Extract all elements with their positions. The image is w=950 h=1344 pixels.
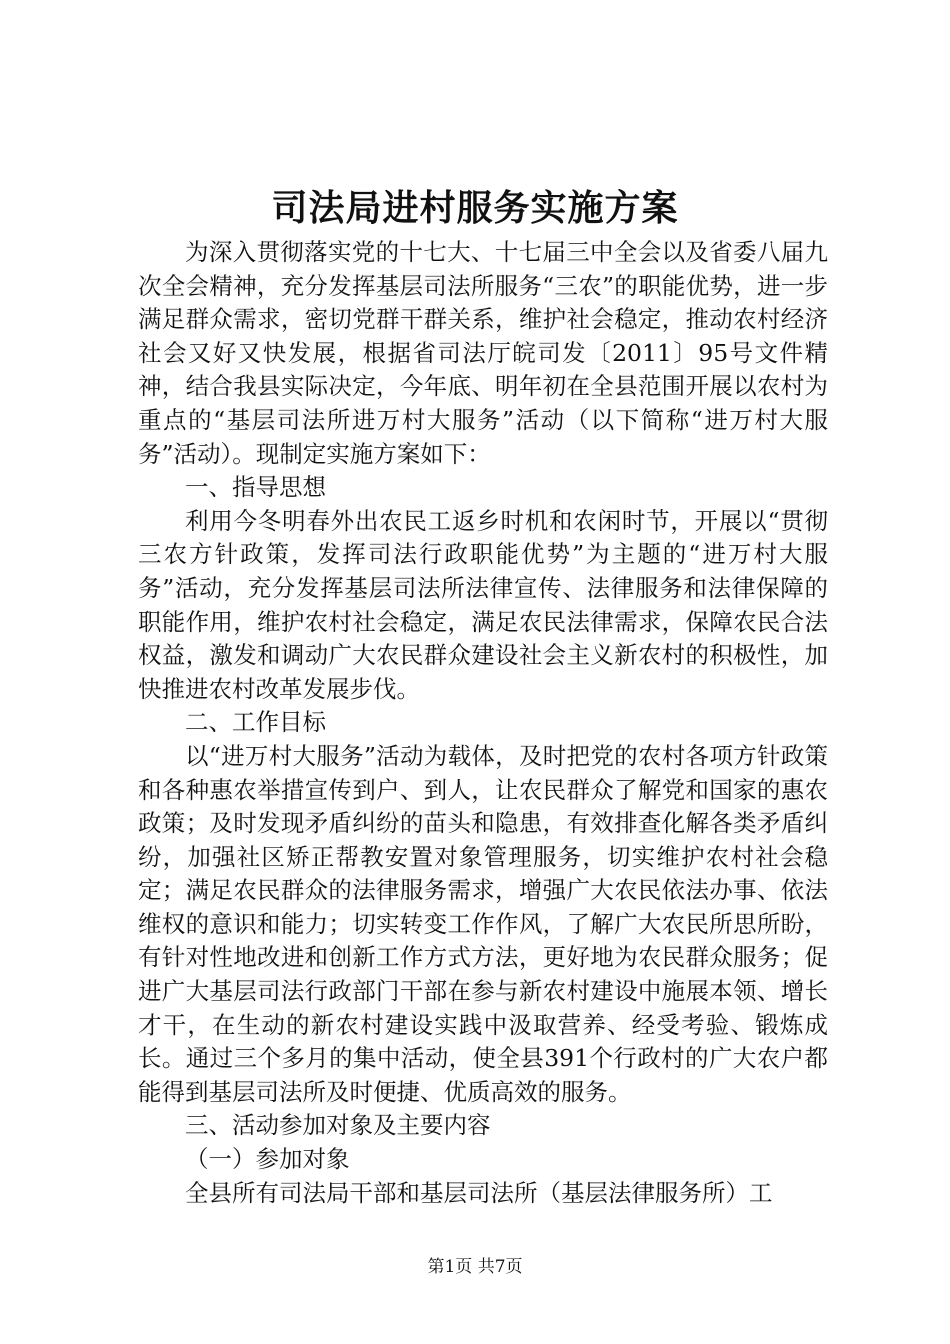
- document-body: [138, 236, 828, 1210]
- work-goals-paragraph: 以“进万村大服务”活动为载体，及时把党的农村各项方针政策和各种惠农举措宣传到户、到人，让农民群众了解党和国家的惠农政策；及时发现矛盾纠纷的苗头和隐患，有效排查化解各类矛盾纠纷，加强社区矫正帮教安置对象管理服务，切实维护农村社会稳定；满足农民群众的法律服务需求，增强广大农民依法办事、依法维权的意识和能力；切实转变工作作风，了解广大农民所思所盼，有针对性地改进和创新工作方式方法，更好地为农民群众服务；促进广大基层司法行政部门干部在参与新农村建设中施展本领、增长才干，在生动的新农村建设实践中汲取营养、经受考验、锻炼成长。通过三个多月的集中活动，使全县391个行政村的广大农户都能得到基层司法所及时便捷、优质高效的服务。: [138, 741, 828, 1106]
- intro-paragraph: 为深入贯彻落实党的十七大、十七届三中全会以及省委八届九次全会精神，充分发挥基层司法所服务“三农”的职能优势，进一步满足群众需求，密切党群干群关系，维护社会稳定，推动农村经济社会又好又快发展，根据省司法厅皖司发〔2011〕95号文件精神，结合我县实际决定，今年底、明年初在全县范围开展以农村为重点的“基层司法所进万村大服务”活动（以下简称“进万村大服务”活动）。现制定实施方案如下：: [138, 238, 828, 468]
- guiding-ideology-paragraph: 利用今冬明春外出农民工返乡时机和农闲时节，开展以“贯彻三农方针政策，发挥司法行政职能优势”为主题的“进万村大服务”活动，充分发挥基层司法所法律宣传、法律服务和法律保障的职能作用，维护农村社会稳定，满足农民法律需求，保障农民合法权益，激发和调动广大农民群众建设社会主义新农村的积极性，加快推进农村改革发展步伐。: [138, 506, 828, 703]
- page-title: 司法局进村服务实施方案: [271, 187, 679, 229]
- subsection-heading-participants: （一）参加对象: [185, 1145, 350, 1174]
- participants-paragraph: 全县所有司法局干部和基层司法所（基层法律服务所）工: [185, 1178, 773, 1207]
- page-footer: 第1页 共7页: [427, 1257, 523, 1277]
- section-heading-work-goals: 二、工作目标: [185, 708, 326, 737]
- section-heading-guiding-ideology: 一、指导思想: [185, 473, 326, 502]
- section-heading-participants-content: 三、活动参加对象及主要内容: [185, 1111, 491, 1140]
